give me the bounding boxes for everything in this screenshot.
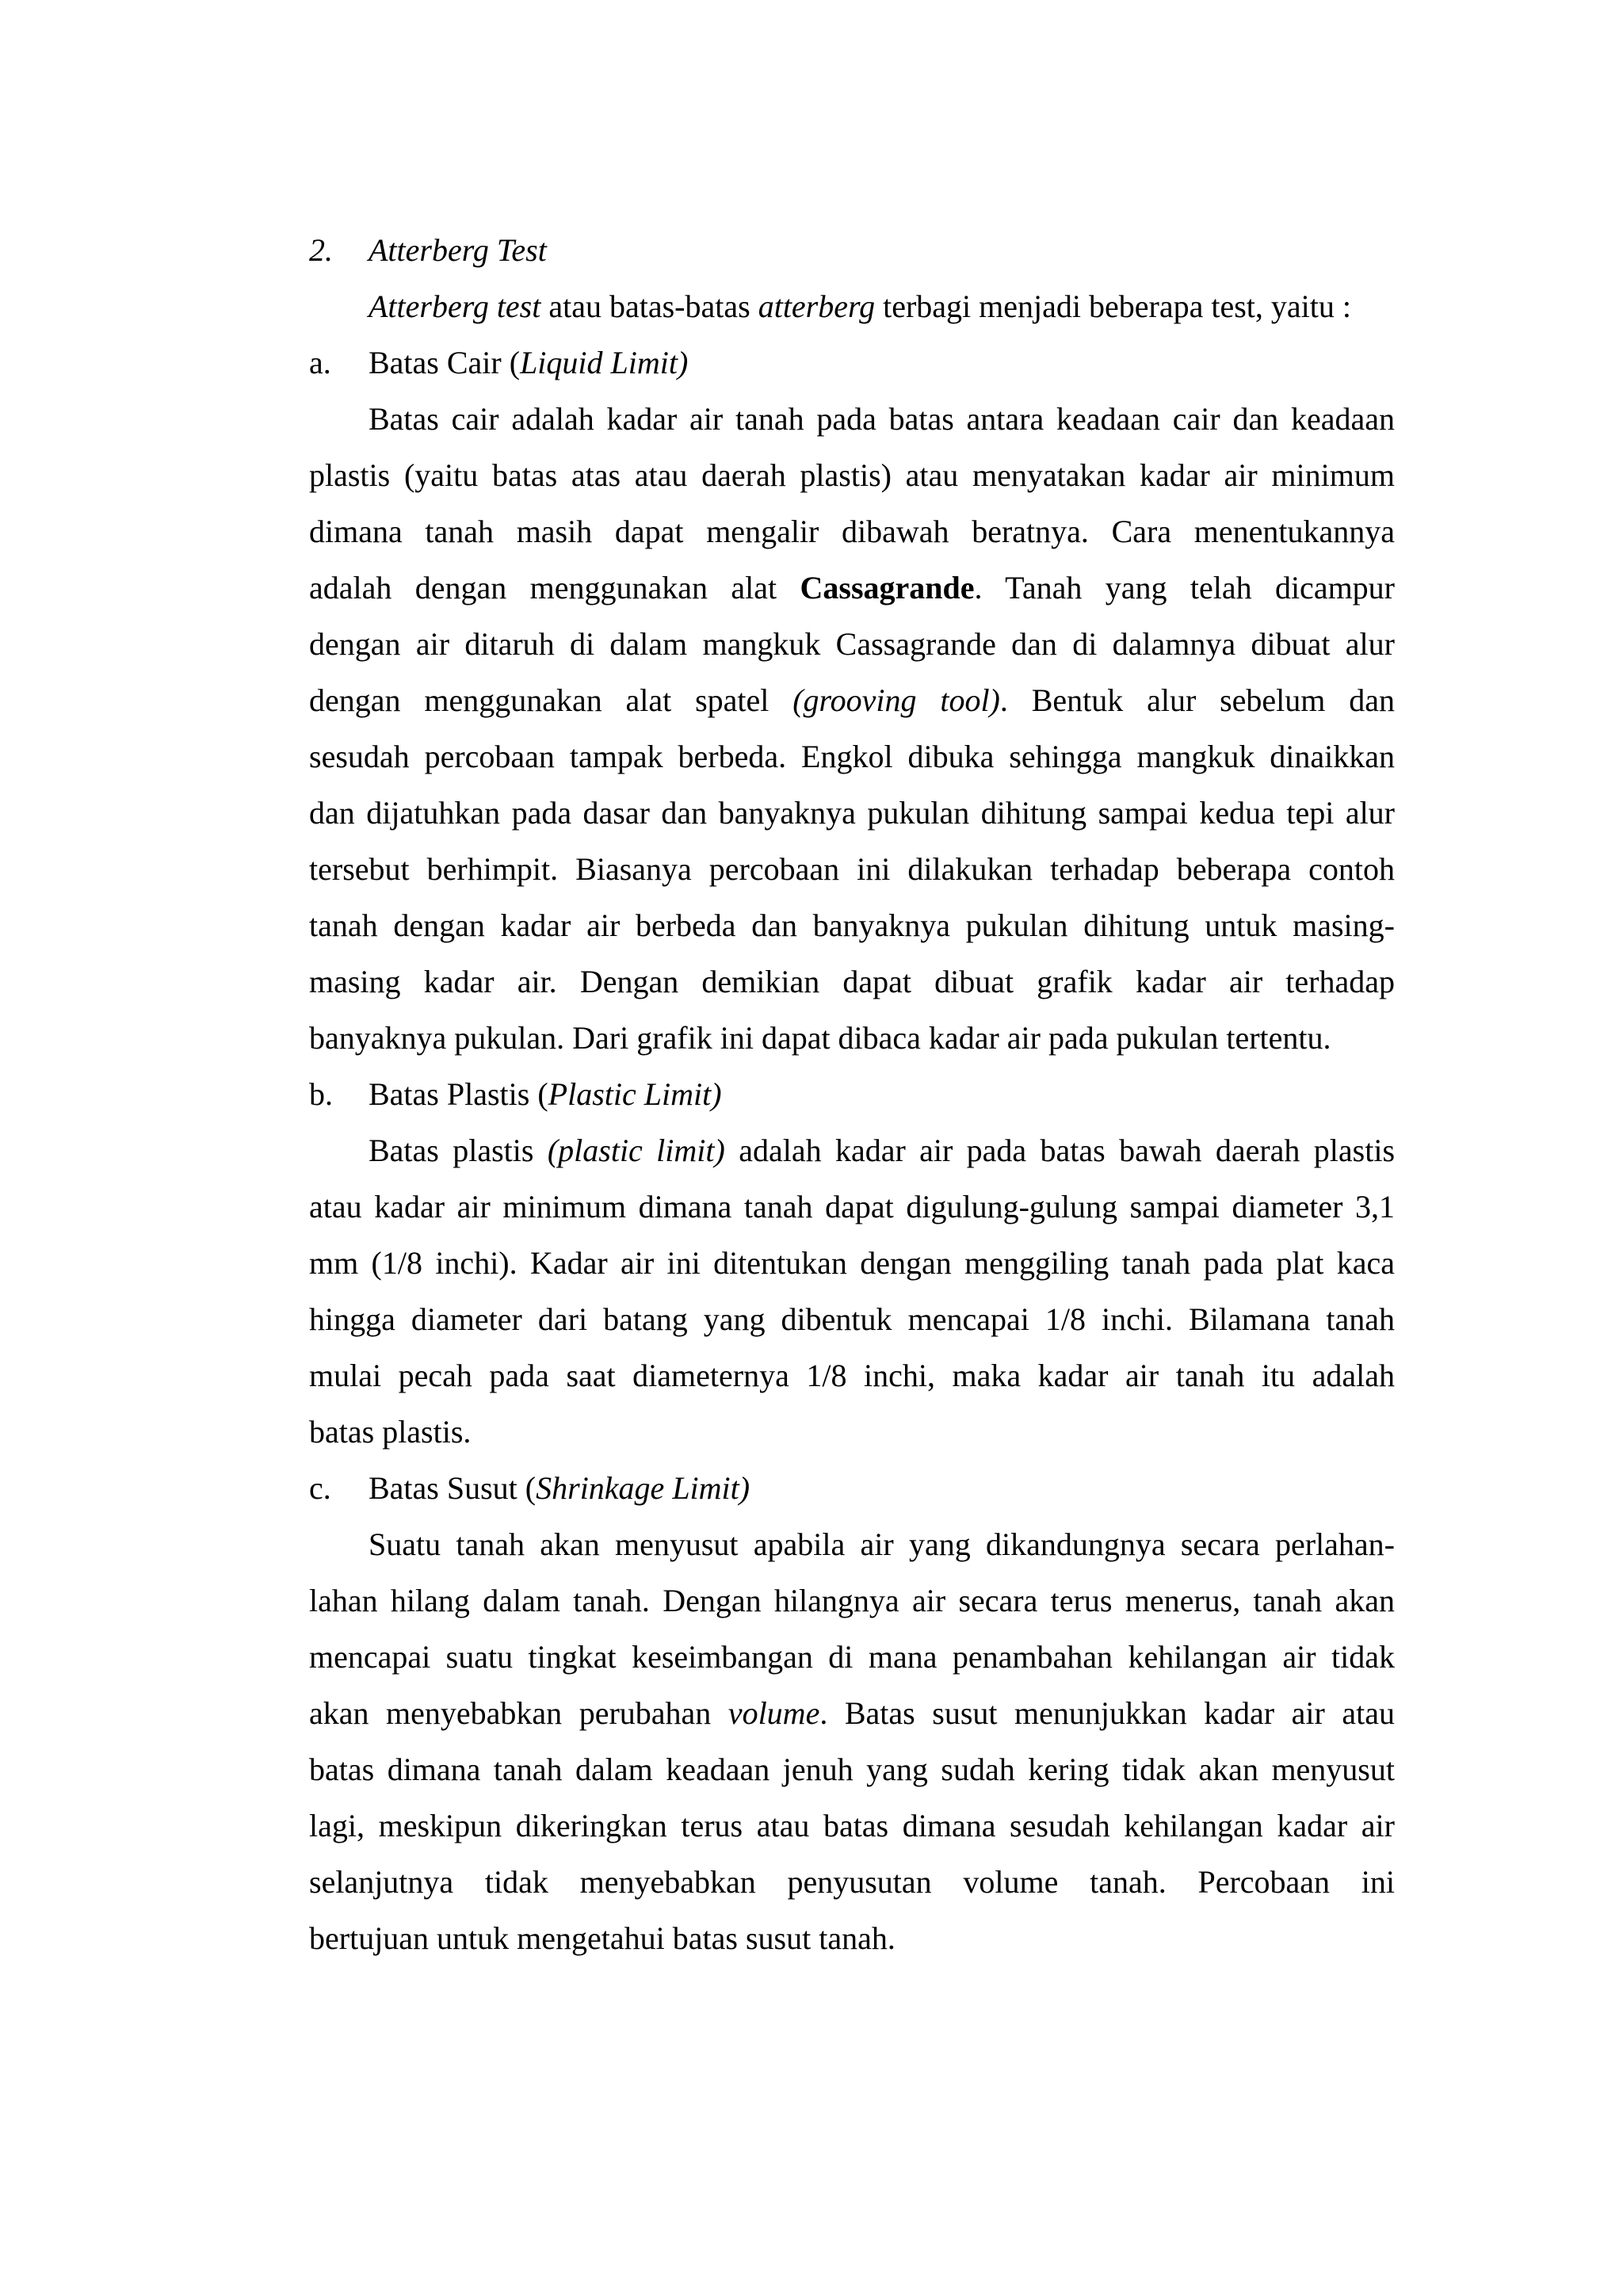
- section-title: Atterberg Test: [369, 232, 547, 268]
- text-run: Batas plastis: [369, 1133, 548, 1168]
- paragraph-line: batas plastis.: [309, 1414, 472, 1450]
- paragraph-line: masing kadar air. Dengan demikian dapat dibuat grafik kadar air terhadap: [309, 964, 1395, 999]
- paragraph-line: tersebut berhimpit. Biasanya percobaan ini dilakukan terhadap beberapa contoh: [309, 851, 1395, 887]
- bold-term-cassagrande: Cassagrande: [800, 570, 975, 606]
- section-number: 2.: [309, 232, 333, 268]
- paragraph-line: plastis (yaitu batas atas atau daerah plastis) atau menyatakan kadar air minimum: [309, 457, 1395, 493]
- paragraph-line: dimana tanah masih dapat mengalir dibawah beratnya. Cara menentukannya: [309, 514, 1395, 549]
- paragraph-line: [309, 1685, 1395, 1741]
- subsection-title-term: Shrinkage Limit): [536, 1470, 750, 1506]
- text-run: dengan menggunakan alat spatel: [309, 682, 793, 718]
- subsection-title: [369, 1066, 722, 1122]
- text-run: . Batas susut menunjukkan kadar air atau: [819, 1695, 1395, 1731]
- paragraph-line: Suatu tanah akan menyusut apabila air yang dikandungnya secara perlahan-: [369, 1526, 1395, 1562]
- subsection-title-term: Liquid Limit): [520, 345, 689, 380]
- paragraph-line: mencapai suatu tingkat keseimbangan di mana penambahan kehilangan air tidak: [309, 1639, 1395, 1675]
- subsection-heading-shrinkage-limit: [309, 1460, 1395, 1516]
- italic-term-grooving-tool: (grooving tool): [792, 682, 1000, 718]
- subsection-marker: c.: [309, 1470, 331, 1506]
- subsection-title: [369, 1460, 750, 1516]
- paragraph-line: bertujuan untuk mengetahui batas susut tanah.: [309, 1920, 896, 1956]
- subsection-title-term: Plastic Limit): [548, 1076, 722, 1112]
- text-run: adalah dengan menggunakan alat: [309, 570, 800, 606]
- paragraph-line: Batas cair adalah kadar air tanah pada batas antara keadaan cair dan keadaan: [369, 401, 1395, 437]
- paragraph-line: selanjutnya tidak menyebabkan penyusutan volume tanah. Percobaan ini: [309, 1864, 1395, 1900]
- paragraph-line: [309, 672, 1395, 728]
- subsection-title: [369, 334, 688, 391]
- paragraph-line: banyaknya pukulan. Dari grafik ini dapat dibaca kadar air pada pukulan tertentu.: [309, 1020, 1331, 1056]
- paragraph-line: [309, 560, 1395, 616]
- paragraph-line: batas dimana tanah dalam keadaan jenuh yang sudah kering tidak akan menyusut: [309, 1752, 1395, 1787]
- text-run: . Tanah yang telah dicampur: [974, 570, 1395, 606]
- intro-term-atterberg: atterberg: [758, 288, 876, 324]
- subsection-title-text: Batas Susut (: [369, 1470, 537, 1506]
- intro-rest: terbagi menjadi beberapa test, yaitu :: [875, 288, 1351, 324]
- paragraph-line: atau kadar air minimum dimana tanah dapat digulung-gulung sampai diameter 3,1: [309, 1189, 1395, 1224]
- intro-paragraph: [309, 278, 1395, 334]
- paragraph-line: dengan air ditaruh di dalam mangkuk Cassagrande dan di dalamnya dibuat alur: [309, 626, 1395, 662]
- text-run: adalah kadar air pada batas bawah daerah plastis: [724, 1133, 1396, 1168]
- paragraph-line: lagi, meskipun dikeringkan terus atau batas dimana sesudah kehilangan kadar air: [309, 1808, 1395, 1843]
- paragraph-line: lahan hilang dalam tanah. Dengan hilangnya air secara terus menerus, tanah akan: [309, 1583, 1395, 1618]
- text-run: akan menyebabkan perubahan: [309, 1695, 728, 1731]
- paragraph-line: sesudah percobaan tampak berbeda. Engkol dibuka sehingga mangkuk dinaikkan: [309, 739, 1395, 774]
- subsection-heading-plastic-limit: [309, 1066, 1395, 1122]
- document-body: [309, 222, 1395, 1966]
- paragraph-line: dan dijatuhkan pada dasar dan banyaknya pukulan dihitung sampai kedua tepi alur: [309, 795, 1395, 831]
- paragraph-line: [309, 1122, 1395, 1179]
- paragraph-line: tanah dengan kadar air berbeda dan banyaknya pukulan dihitung untuk masing-: [309, 907, 1395, 943]
- italic-term-volume: volume: [727, 1695, 820, 1731]
- paragraph-line: mulai pecah pada saat diameternya 1/8 inchi, maka kadar air tanah itu adalah: [309, 1358, 1395, 1393]
- italic-term-plastic-limit: (plastic limit): [547, 1133, 725, 1168]
- intro-term-atterberg-test: Atterberg test: [369, 288, 541, 324]
- text-run: . Bentuk alur sebelum dan: [999, 682, 1395, 718]
- section-heading: [309, 222, 1395, 278]
- subsection-marker: b.: [309, 1076, 333, 1112]
- subsection-title-text: Batas Plastis (: [369, 1076, 548, 1112]
- subsection-heading-liquid-limit: [309, 334, 1395, 391]
- paragraph-line: mm (1/8 inchi). Kadar air ini ditentukan dengan menggiling tanah pada plat kaca: [309, 1245, 1395, 1281]
- subsection-marker: a.: [309, 345, 331, 380]
- paragraph-line: hingga diameter dari batang yang dibentuk mencapai 1/8 inchi. Bilamana tanah: [309, 1301, 1395, 1337]
- intro-mid: atau batas-batas: [540, 288, 758, 324]
- subsection-title-text: Batas Cair (: [369, 345, 521, 380]
